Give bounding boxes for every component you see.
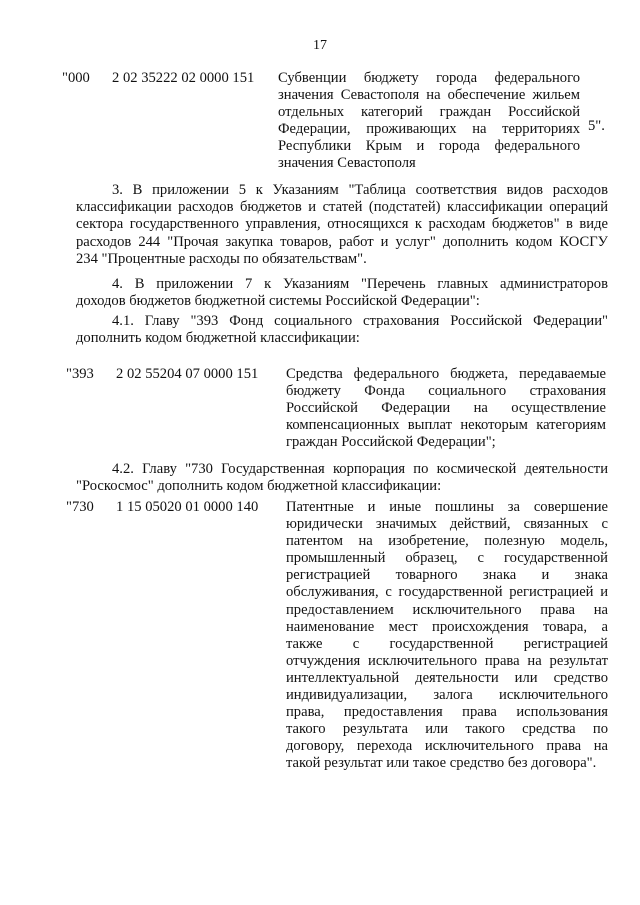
paragraph-line: 4.1. Главу "393 Фонд социального страхования Российской Федерации" — [112, 313, 608, 329]
entry-1-line: Республики Крым и города федерального — [278, 138, 580, 155]
entry-2-line: бюджету Фонда социального страхования — [286, 383, 606, 400]
entry-3-code: 1 15 05020 01 0000 140 — [116, 499, 259, 515]
entry-3-prefix: "730 — [66, 499, 94, 515]
paragraph-line: "Роскосмос" дополнить кодом бюджетной классификации: — [76, 478, 442, 495]
paragraph-4 — [76, 276, 608, 310]
entry-3-line: Патентные и иные пошлины за совершение — [286, 499, 608, 515]
paragraph-line: 4. В приложении 7 к Указаниям "Перечень главных администраторов — [112, 276, 608, 292]
entry-3-line: промышленный образец, с государственной — [286, 550, 608, 567]
entry-2-line: компенсационных выплат некоторым категориям — [286, 417, 606, 434]
entry-2-line: Средства федерального бюджета, передаваемые — [286, 366, 606, 382]
entry-1-line: значения Севастополя — [278, 155, 416, 172]
entry-3-line: обслуживания, с государственной регистрацией и — [286, 584, 608, 601]
entry-1-description — [278, 70, 580, 173]
entry-1-line: отдельных категорий граждан Российской — [278, 104, 580, 121]
entry-1-line: Федерации, проживающих на территориях — [278, 121, 580, 138]
paragraph-4-2 — [76, 461, 608, 495]
entry-3-line: индивидуализации, залога исключительного — [286, 687, 608, 704]
page-number: 17 — [313, 38, 327, 53]
paragraph-line: доходов бюджетов бюджетной системы Российской Федерации": — [76, 293, 480, 310]
entry-3-description — [286, 499, 608, 773]
entry-2-line: Российской Федерации на осуществление — [286, 400, 606, 417]
paragraph-line: 3. В приложении 5 к Указаниям "Таблица соответствия видов расходов — [112, 182, 608, 198]
entry-1-suffix: 5". — [588, 118, 605, 134]
entry-2-prefix: "393 — [66, 366, 94, 382]
entry-3-line: патентом на изобретение, полезную модель, — [286, 533, 608, 550]
entry-3-line: также с государственной регистрацией — [286, 635, 608, 652]
paragraph-3 — [76, 182, 608, 268]
paragraph-line: 234 "Процентные расходы по обязательствам". — [76, 250, 367, 267]
entry-3-line: интеллектуальной деятельности или средство — [286, 669, 608, 686]
paragraph-line: классификации расходов бюджетов и статей (подстатей) классификации операций — [76, 199, 608, 216]
entry-2-line: граждан Российской Федерации"; — [286, 434, 496, 451]
entry-2-code: 2 02 55204 07 0000 151 — [116, 366, 259, 382]
paragraph-line: дополнить кодом бюджетной классификации: — [76, 330, 360, 347]
entry-3-line: права, предоставления права использования — [286, 704, 608, 721]
entry-1-line: значения Севастополя на обеспечение жильем — [278, 87, 580, 104]
entry-1-line: Субвенции бюджету города федерального — [278, 70, 580, 86]
entry-3-line: наименование мест происхождения товара, а — [286, 618, 608, 635]
entry-1-code: 2 02 35222 02 0000 151 — [112, 70, 255, 86]
entry-3-line: юридически значимых действий, связанных с — [286, 516, 608, 533]
entry-1-prefix: "000 — [62, 70, 90, 86]
paragraph-line: сектора государственного управления, относящихся к расходам бюджетов" в виде — [76, 216, 608, 233]
entry-3-line: отчуждения исключительного права на результат — [286, 652, 608, 669]
entry-3-line: регистрацией товарного знака и знака — [286, 567, 608, 584]
entry-2-description — [286, 366, 606, 451]
paragraph-4-1 — [76, 313, 608, 347]
paragraph-line: 4.2. Главу "730 Государственная корпорация по космической деятельности — [112, 461, 608, 477]
entry-3-line: предоставлением исключительного права на — [286, 601, 608, 618]
entry-3-line: такой результат или такое средство без договора". — [286, 755, 597, 772]
entry-3-line: такого результата или такого средства по — [286, 721, 608, 738]
paragraph-line: расходов 244 "Прочая закупка товаров, работ и услуг" дополнить кодом КОСГУ — [76, 233, 608, 250]
entry-3-line: договору, перехода исключительного права на — [286, 738, 608, 755]
